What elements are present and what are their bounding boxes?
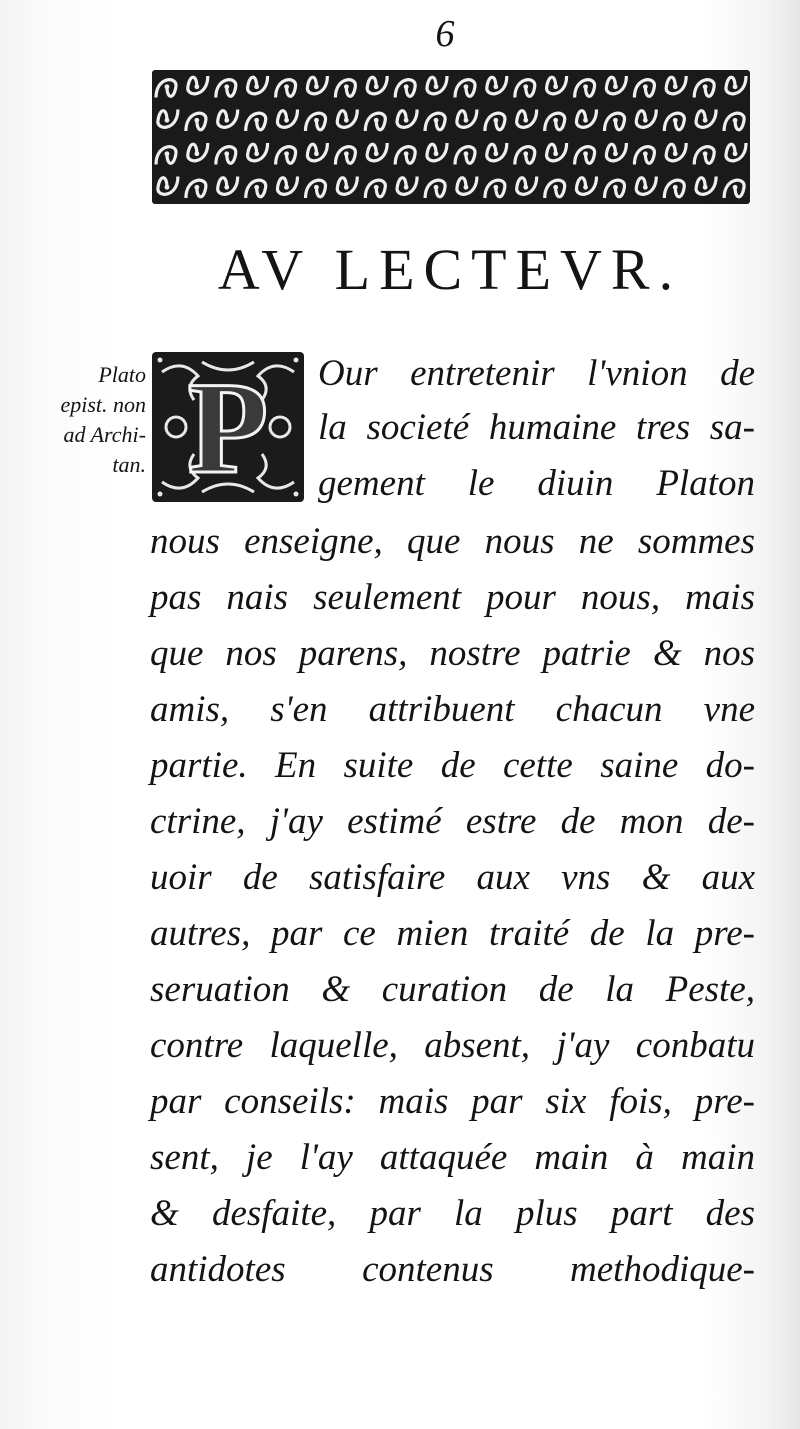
headpiece-dot bbox=[583, 118, 588, 123]
text-line: gement le diuin Platon bbox=[318, 463, 755, 504]
headpiece-dot bbox=[434, 84, 439, 89]
headpiece-dot bbox=[224, 151, 229, 156]
text-line: uoir de satisfaire aux vns & aux bbox=[150, 857, 755, 898]
headpiece-dot bbox=[344, 151, 349, 156]
headpiece-dot bbox=[703, 118, 708, 123]
headpiece-dot bbox=[553, 185, 558, 190]
headpiece-dot bbox=[224, 84, 229, 89]
headpiece-dot bbox=[493, 185, 498, 190]
headpiece-dot bbox=[344, 84, 349, 89]
headpiece-dot bbox=[643, 118, 648, 123]
text-line: sent, je l'ay attaquée main à main bbox=[150, 1137, 755, 1178]
headpiece-dot bbox=[284, 151, 289, 156]
headpiece-dot bbox=[165, 151, 170, 156]
text-line: nous enseigne, que nous ne sommes bbox=[150, 521, 755, 562]
headpiece-dot bbox=[344, 118, 349, 123]
headpiece-dot bbox=[374, 118, 379, 123]
headpiece-dot bbox=[613, 151, 618, 156]
headpiece-dot bbox=[464, 185, 469, 190]
text-line: ctrine, j'ay estimé estre de mon de- bbox=[150, 801, 755, 842]
headpiece-dot bbox=[553, 151, 558, 156]
text-line: contre laquelle, absent, j'ay conbatu bbox=[150, 1025, 755, 1066]
headpiece-dot bbox=[404, 84, 409, 89]
headpiece-dot bbox=[194, 118, 199, 123]
drop-cap bbox=[152, 352, 304, 502]
text-line: & desfaite, par la plus part des bbox=[150, 1193, 755, 1234]
headpiece-dot bbox=[194, 151, 199, 156]
headpiece-dot bbox=[733, 151, 738, 156]
headpiece-dot bbox=[434, 151, 439, 156]
text-line: antidotes contenus methodique- bbox=[150, 1249, 755, 1290]
headpiece-dot bbox=[523, 151, 528, 156]
headpiece-dot bbox=[284, 84, 289, 89]
headpiece-dot bbox=[643, 84, 648, 89]
headpiece-dot bbox=[733, 84, 738, 89]
headpiece-dot bbox=[703, 151, 708, 156]
headpiece-dot bbox=[673, 151, 678, 156]
headpiece-dot bbox=[284, 118, 289, 123]
text-line: la societé humaine tres sa- bbox=[318, 407, 755, 448]
headpiece-dot bbox=[464, 151, 469, 156]
headpiece-dot bbox=[374, 84, 379, 89]
text-line: que nos parens, nostre patrie & nos bbox=[150, 633, 755, 674]
text-line: partie. En suite de cette saine do- bbox=[150, 745, 755, 786]
headpiece-dot bbox=[493, 84, 498, 89]
headpiece-dot bbox=[194, 185, 199, 190]
headpiece-dot bbox=[404, 185, 409, 190]
headpiece-dot bbox=[254, 84, 259, 89]
headpiece-dot bbox=[583, 151, 588, 156]
headpiece-dot bbox=[703, 84, 708, 89]
headpiece-dot bbox=[464, 84, 469, 89]
headpiece-dot bbox=[314, 118, 319, 123]
headpiece-dot bbox=[434, 118, 439, 123]
margin-note-line: Plato bbox=[98, 362, 146, 387]
headpiece-dot bbox=[523, 185, 528, 190]
headpiece-dot bbox=[493, 151, 498, 156]
headpiece-dot bbox=[673, 118, 678, 123]
headpiece-dot bbox=[733, 185, 738, 190]
headpiece-dot bbox=[613, 185, 618, 190]
headpiece-dot bbox=[733, 118, 738, 123]
headpiece-dot bbox=[344, 185, 349, 190]
headpiece-dot bbox=[493, 118, 498, 123]
margin-note-line: tan. bbox=[112, 452, 146, 477]
headpiece-dot bbox=[314, 151, 319, 156]
headpiece-pattern bbox=[152, 70, 750, 204]
headpiece-dot bbox=[553, 84, 558, 89]
headpiece-dot bbox=[643, 185, 648, 190]
headpiece-dot bbox=[314, 84, 319, 89]
text-line: amis, s'en attribuent chacun vne bbox=[150, 689, 755, 730]
text-line: pas nais seulement pour nous, mais bbox=[150, 577, 755, 618]
headpiece-dot bbox=[194, 84, 199, 89]
page-number: 6 bbox=[435, 13, 455, 55]
margin-note bbox=[18, 360, 146, 480]
headpiece-dot bbox=[673, 185, 678, 190]
headpiece-dot bbox=[254, 151, 259, 156]
headpiece-dot bbox=[224, 185, 229, 190]
page-heading: AV LECTEVR. bbox=[217, 237, 683, 302]
headpiece-dot bbox=[464, 118, 469, 123]
decorative-headpiece bbox=[152, 70, 750, 204]
headpiece-dot bbox=[254, 185, 259, 190]
headpiece-dot bbox=[314, 185, 319, 190]
margin-note-line: epist. non bbox=[60, 392, 146, 417]
text-line: autres, par ce mien traité de la pre- bbox=[150, 913, 755, 954]
headpiece-dot bbox=[374, 185, 379, 190]
headpiece-dot bbox=[613, 84, 618, 89]
text-line: seruation & curation de la Peste, bbox=[150, 969, 755, 1010]
headpiece-dot bbox=[165, 84, 170, 89]
headpiece-dot bbox=[165, 185, 170, 190]
headpiece-dot bbox=[224, 118, 229, 123]
text-line: Our entretenir l'vnion de bbox=[318, 353, 755, 394]
headpiece-dot bbox=[404, 118, 409, 123]
headpiece-dot bbox=[583, 185, 588, 190]
drop-cap-letter: P bbox=[187, 354, 269, 501]
text-line: par conseils: mais par six fois, pre- bbox=[150, 1081, 755, 1122]
headpiece-dot bbox=[553, 118, 558, 123]
headpiece-dot bbox=[673, 84, 678, 89]
headpiece-dot bbox=[523, 118, 528, 123]
headpiece-dot bbox=[404, 151, 409, 156]
headpiece-dot bbox=[613, 118, 618, 123]
headpiece-dot bbox=[254, 118, 259, 123]
headpiece-dot bbox=[374, 151, 379, 156]
headpiece-dot bbox=[165, 118, 170, 123]
headpiece-dot bbox=[643, 151, 648, 156]
headpiece-dot bbox=[703, 185, 708, 190]
margin-note-line: ad Archi- bbox=[63, 422, 146, 447]
headpiece-dot bbox=[434, 185, 439, 190]
headpiece-dot bbox=[583, 84, 588, 89]
headpiece-dot bbox=[523, 84, 528, 89]
headpiece-dot bbox=[284, 185, 289, 190]
